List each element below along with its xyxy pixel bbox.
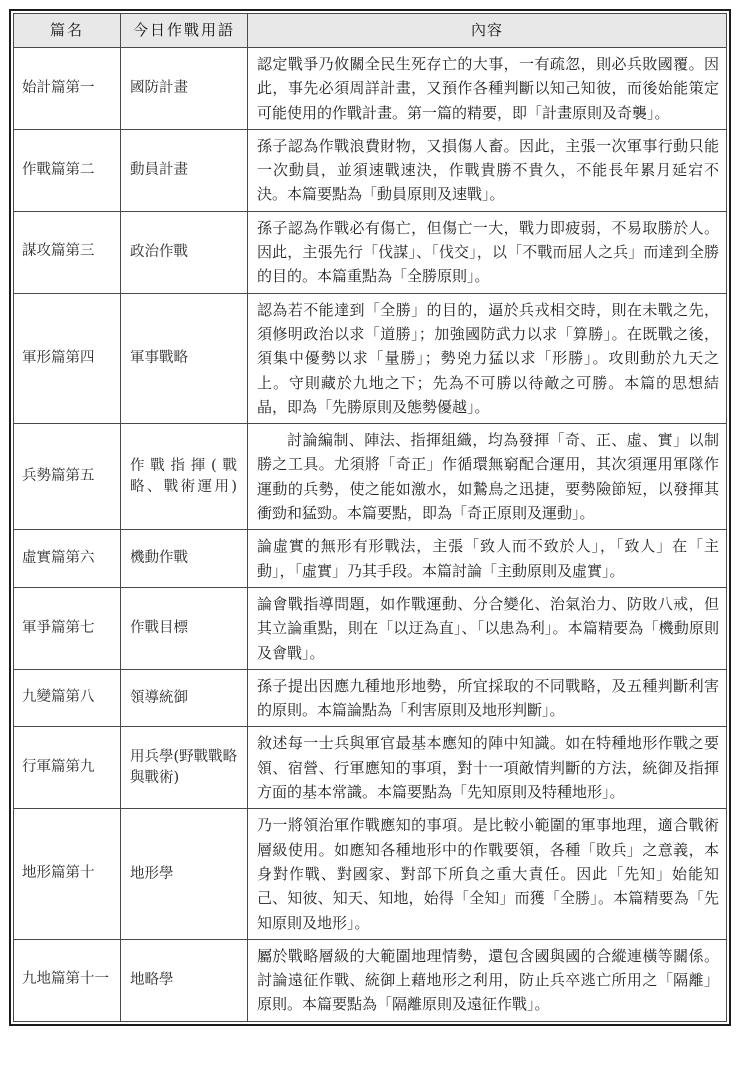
cell-today-term: 政治作戰 bbox=[121, 211, 248, 293]
cell-content-text: 孫子認為作戰必有傷亡，但傷亡一大，戰力即疲弱，不易取勝於人。因此，主張先行「伐謀」、「伐交」，以「不戰而屈人之兵」而達到全勝的目的。本篇重點為「全勝原則」。 bbox=[257, 218, 719, 286]
cell-content-text: 認為若不能達到「全勝」的目的，逼於兵戎相交時，則在未戰之先，須修明政治以求「道勝」；加強國防武力以求「算勝」。在既戰之後，須集中優勢以求「量勝」；勢兇力猛以求「形勝」。攻則動於九天之上。守則藏於九地之下；先為不可勝以待敵之可勝。本篇的思想結晶，即為「先勝原則及態勢優越」。 bbox=[257, 300, 719, 416]
cell-content-text: 乃一將領治軍作戰應知的事項。是比較小範圍的軍事地理，適合戰術層級使用。如應知各種地形中的作戰要領，各種「敗兵」之意義，本身對作戰、對國家、對部下所負之重大責任。因此「先知」始能知己、知彼、知天、知地，始得「全知」而獲「全勝」。本篇精要為「先知原則及地形」。 bbox=[257, 816, 719, 932]
sunzi-table-frame bbox=[9, 9, 731, 1026]
cell-content bbox=[248, 48, 727, 130]
cell-content bbox=[248, 669, 727, 727]
cell-today-term: 國防計畫 bbox=[121, 48, 248, 130]
table-row bbox=[14, 211, 727, 293]
cell-pian-ming: 行軍篇第九 bbox=[14, 727, 121, 809]
cell-content-text: 孫子認為作戰浪費財物，又損傷人畜。因此，主張一次軍事行動只能一次動員，並須速戰速決，作戰貴勝不貴久，不能長年累月延宕不決。本篇要點為「動員原則及速戰」。 bbox=[257, 136, 719, 204]
cell-content bbox=[248, 293, 727, 423]
table-row bbox=[14, 129, 727, 211]
cell-today-term: 機動作戰 bbox=[121, 530, 248, 588]
cell-today-term: 地形學 bbox=[121, 809, 248, 939]
cell-content bbox=[248, 727, 727, 809]
cell-today-term: 作戰目標 bbox=[121, 587, 248, 669]
cell-content bbox=[248, 587, 727, 669]
cell-content-text: 屬於戰略層級的大範圍地理情勢，還包含國與國的合縱連橫等關係。討論遠征作戰、統御上藉地形之利用，防止兵卒逃亡所用之「隔離」原則。本篇要點為「隔離原則及遠征作戰」。 bbox=[257, 946, 719, 1014]
cell-today-term: 地略學 bbox=[121, 939, 248, 1021]
cell-today-term: 動員計畫 bbox=[121, 129, 248, 211]
cell-today-term: 作戰指揮(戰略、戰術運用) bbox=[121, 424, 248, 530]
table-header bbox=[14, 14, 727, 48]
table-body bbox=[14, 48, 727, 1022]
cell-content bbox=[248, 211, 727, 293]
cell-pian-ming: 軍爭篇第七 bbox=[14, 587, 121, 669]
table-row bbox=[14, 669, 727, 727]
table-row bbox=[14, 727, 727, 809]
cell-pian-ming: 九地篇第十一 bbox=[14, 939, 121, 1021]
cell-pian-ming: 虛實篇第六 bbox=[14, 530, 121, 588]
cell-pian-ming: 軍形篇第四 bbox=[14, 293, 121, 423]
cell-content-text: 孫子提出因應九種地形地勢，所宜採取的不同戰略，及五種判斷利害的原則。本篇論點為「利害原則及地形判斷」。 bbox=[257, 676, 719, 720]
cell-pian-ming: 作戰篇第二 bbox=[14, 129, 121, 211]
sunzi-comparison-table bbox=[13, 13, 727, 1022]
cell-content bbox=[248, 129, 727, 211]
table-row bbox=[14, 939, 727, 1021]
table-row bbox=[14, 809, 727, 939]
cell-pian-ming: 始計篇第一 bbox=[14, 48, 121, 130]
cell-content-text: 討論編制、陣法、指揮組織，均為發揮「奇、正、虛、實」以制勝之工具。尤須將「奇正」作循環無窮配合運用，其次須運用軍隊作運動的兵勢，使之能如激水，如鷙鳥之迅捷，要勢險節短，以發揮其衝勁和猛勁。本篇要點，即為「奇正原則及運動」。 bbox=[257, 431, 719, 523]
cell-content-text: 敘述每一士兵與軍官最基本應知的陣中知識。如在特種地形作戰之要領、宿營、行軍應知的事項，對十一項敵情判斷的方法，統御及指揮方面的基本常識。本篇要點為「先知原則及特種地形」。 bbox=[257, 734, 719, 802]
cell-content bbox=[248, 530, 727, 588]
cell-pian-ming: 九變篇第八 bbox=[14, 669, 121, 727]
cell-today-term: 領導統御 bbox=[121, 669, 248, 727]
cell-pian-ming: 地形篇第十 bbox=[14, 809, 121, 939]
header-row bbox=[14, 14, 727, 48]
cell-content bbox=[248, 939, 727, 1021]
table-row bbox=[14, 424, 727, 530]
cell-content bbox=[248, 809, 727, 939]
column-header-pian-ming: 篇名 bbox=[14, 14, 121, 48]
cell-pian-ming: 兵勢篇第五 bbox=[14, 424, 121, 530]
column-header-content: 內容 bbox=[248, 14, 727, 48]
table-row bbox=[14, 530, 727, 588]
column-header-today-term: 今日作戰用語 bbox=[121, 14, 248, 48]
cell-today-term: 軍事戰略 bbox=[121, 293, 248, 423]
cell-content-text: 論虛實的無形有形戰法，主張「致人而不致於人」，「致人」在「主動」，「虛實」乃其手段。本篇討論「主動原則及虛實」。 bbox=[257, 537, 719, 580]
cell-content-text: 認定戰爭乃攸關全民生死存亡的大事，一有疏忽，則必兵敗國覆。因此，事先必須周詳計畫，又預作各種判斷以知己知彼，而後始能策定可能使用的作戰計畫。第一篇的精要，即「計畫原則及奇襲」。 bbox=[257, 55, 719, 122]
cell-content-text: 論會戰指導問題，如作戰運動、分合變化、治氣治力、防敗八戒，但其立論重點，則在「以迂為直」、「以患為利」。本篇精要為「機動原則及會戰」。 bbox=[257, 594, 719, 662]
table-row bbox=[14, 48, 727, 130]
table-row bbox=[14, 293, 727, 423]
cell-pian-ming: 謀攻篇第三 bbox=[14, 211, 121, 293]
cell-content bbox=[248, 424, 727, 530]
table-row bbox=[14, 587, 727, 669]
cell-today-term: 用兵學(野戰戰略與戰術) bbox=[121, 727, 248, 809]
